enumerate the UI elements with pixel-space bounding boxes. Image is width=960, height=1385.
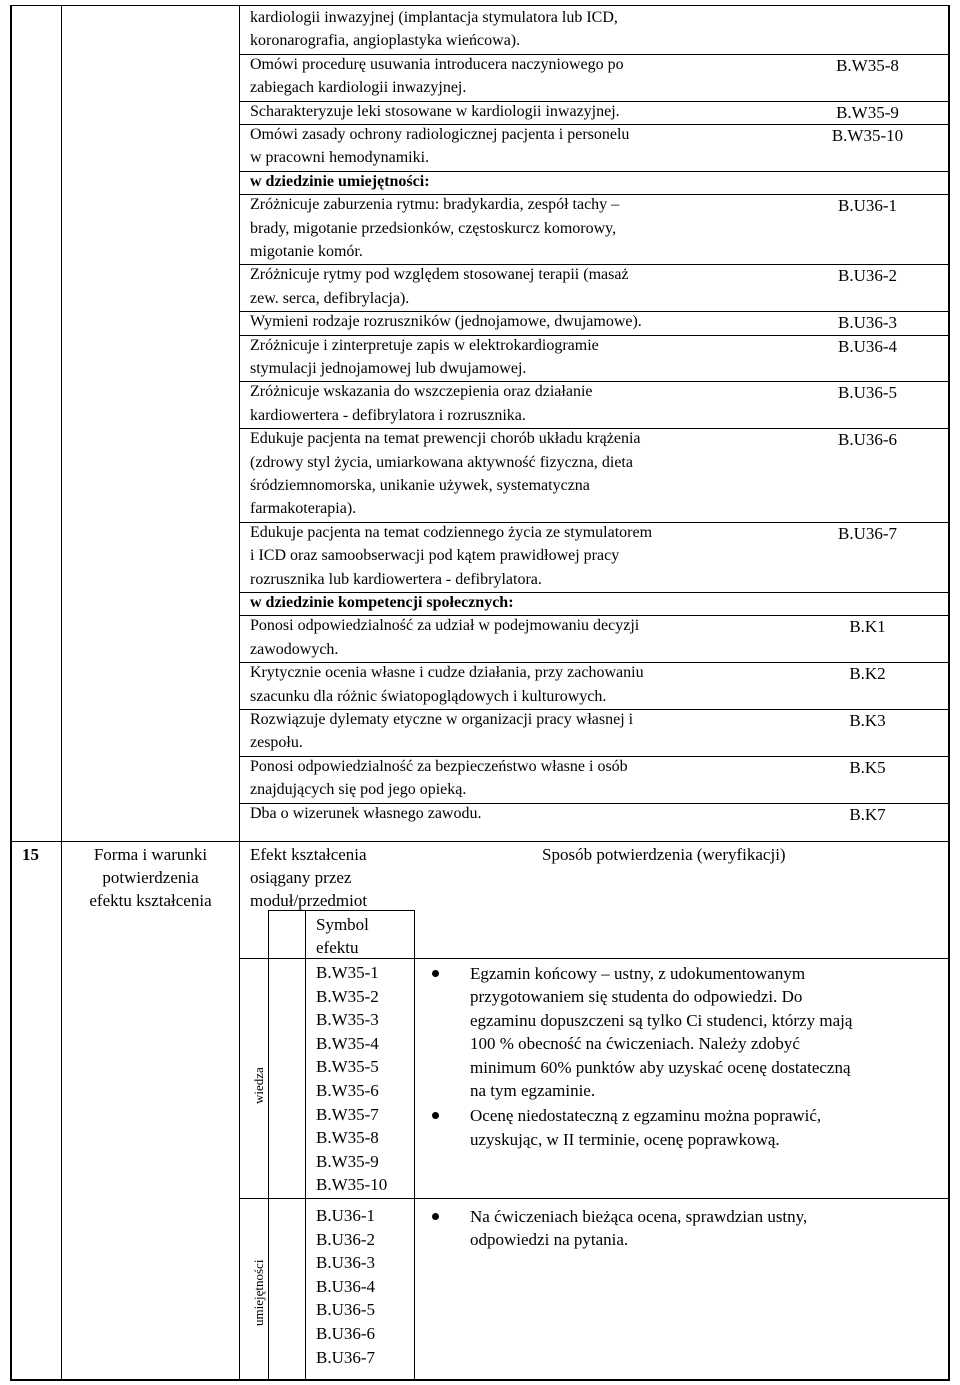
skills-code: B.U36-7 [316,1347,376,1367]
grid-line [240,1198,948,1199]
row-divider [239,592,948,593]
knowledge-method-line: minimum 60% punktów aby uzyskać ocenę dostateczną [470,1057,851,1077]
row-divider [239,522,948,523]
effect-header-line: moduł/przedmiot [250,891,368,910]
outcome-text-line: (zdrowy styl życia, umiarkowana aktywność fizyczna, dieta [250,453,633,471]
outcome-text-line: koronarografia, angioplastyka wieńcowa). [250,32,521,50]
knowledge-code: B.W35-4 [316,1033,379,1053]
outcome-text-line: Omówi zasady ochrony radiologicznej pacjenta i personelu [250,126,630,143]
outcome-text-line: Zróżnicuje wskazania do wszczepienia oraz działanie [250,383,593,401]
knowledge-method-line: egzaminu dopuszczeni są tylko Ci studenci, którzy mają [470,1010,853,1030]
row-divider [239,756,948,757]
outcome-text-line: zespołu. [250,734,303,752]
row-divider [239,194,948,195]
outcome-text-line: stymulacji jednojamowej lub dwujamowej. [250,360,527,377]
row-divider [239,171,948,172]
outcome-code: B.U36-2 [837,266,898,286]
grid-line [305,910,306,1379]
section-heading: w dziedzinie umiejętności: [250,172,430,190]
outcome-code: B.U36-4 [837,336,898,356]
skills-code: B.U36-4 [316,1276,376,1296]
outcome-text-line: Wymieni rodzaje rozruszników (jednojamowe, dwujamowe). [250,313,642,331]
bullet-icon [432,1213,439,1220]
row-divider [239,615,948,616]
outcome-code: B.K2 [849,664,886,684]
outcome-text-line: zew. serca, defibrylacja). [250,289,410,307]
skills-code: B.U36-3 [316,1253,376,1273]
outcome-code: B.U36-1 [837,196,898,216]
outcome-code: B.U36-7 [837,523,898,543]
knowledge-method-line: Egzamin końcowy – ustny, z udokumentowanym [470,964,806,983]
outcome-code: B.W35-10 [831,126,904,145]
outcome-text-line: Ponosi odpowiedzialność za bezpieczeństwo własne i osób [250,757,628,775]
knowledge-method-line: przygotowaniem się studenta do odpowiedzi. Do [470,987,803,1007]
knowledge-code: B.W35-10 [316,1175,388,1195]
knowledge-code: B.W35-3 [316,1010,379,1030]
row-divider [239,381,948,382]
outcome-code: B.U36-5 [837,383,898,403]
grid-line [414,910,415,1379]
row-divider [239,124,948,125]
outcome-text-line: Dba o wizerunek własnego zawodu. [250,804,482,822]
bullet-icon [432,970,439,977]
section-label-line: potwierdzenia [102,868,199,887]
outcome-text-line: Edukuje pacjenta na temat codziennego życia ze stymulatorem [250,523,653,541]
symbol-header-line: efektu [316,938,359,957]
skills-method-line: odpowiedzi na pytania. [470,1230,629,1250]
outcome-text-line: migotanie komór. [250,243,363,260]
outcome-text-line: zawodowych. [250,640,339,658]
outcome-text-line: kardiologii inwazyjnej (implantacja stymulatora lub ICD, [250,9,618,26]
outcome-code: B.W35-9 [836,102,899,122]
skills-code: B.U36-2 [316,1229,376,1249]
outcome-code: B.K1 [849,617,886,637]
knowledge-code: B.W35-2 [316,986,379,1006]
skills-code: B.U36-6 [316,1324,376,1343]
outcome-text-line: Zróżnicuje i zinterpretuje zapis w elektrokardiogramie [250,336,599,354]
knowledge-code: B.W35-6 [316,1081,379,1100]
row-divider [239,803,948,804]
outcome-text-line: i ICD oraz samoobserwacji pod kątem prawidłowej pracy [250,547,620,565]
knowledge-method-line: uzyskując, w II terminie, ocenę poprawkową. [470,1129,780,1149]
method-header: Sposób potwierdzenia (weryfikacji) [542,845,786,864]
outcome-text-line: rozrusznika lub kardiowertera - defibrylatora. [250,570,542,588]
outcome-text-line: Scharakteryzuje leki stosowane w kardiologii inwazyjnej. [250,102,620,120]
section-heading: w dziedzinie kompetencji społecznych: [250,594,514,611]
grid-line [239,841,240,1379]
knowledge-method-line: 100 % obecność na ćwiczeniach. Należy zdobyć [470,1034,800,1054]
section-label-line: Forma i warunki [93,845,208,864]
outcome-text-line: Zróżnicuje zaburzenia rytmu: bradykardia, zespół tachy – [250,196,620,214]
row-divider [239,709,948,710]
skills-method-line: Na ćwiczeniach bieżąca ocena, sprawdzian ustny, [470,1207,808,1226]
row-divider [239,264,948,265]
outcome-text-line: farmakoterapia). [250,500,357,518]
outcome-text-line: śródziemnomorska, unikanie używek, systematyczna [250,477,590,494]
outcome-code: B.U36-3 [837,313,898,333]
knowledge-code: B.W35-5 [316,1057,379,1077]
outcome-code: B.K7 [849,804,886,824]
bullet-icon [432,1112,439,1119]
outcome-text-line: Omówi procedurę usuwania introducera naczyniowego po [250,55,624,73]
row-divider [239,54,948,55]
outcome-code: B.K3 [849,711,886,730]
outcome-text-line: kardiowertera - defibrylatora i rozrusznika. [250,406,526,424]
row-divider [239,311,948,312]
outcome-text-line: brady, migotanie przedsionków, częstoskurcz komorowy, [250,219,617,237]
outcome-text-line: Edukuje pacjenta na temat prewencji chorób układu krążenia [250,430,641,448]
row-divider [239,428,948,429]
knowledge-code: B.W35-9 [316,1151,379,1171]
effect-header-line: osiągany przez [250,868,352,887]
knowledge-code: B.W35-1 [316,963,379,982]
outcome-text-line: znajdujących się pod jego opieką. [250,781,467,799]
knowledge-method-line: na tym egzaminie. [470,1081,596,1100]
knowledge-label: wiedza [251,1067,266,1104]
section-label-line: efektu kształcenia [89,891,212,910]
effect-header-line: Efekt kształcenia [250,845,367,864]
outcome-text-line: Rozwiązuje dylematy etyczne w organizacji pracy własnej i [250,711,634,728]
outcome-code: B.U36-6 [837,430,898,450]
row-divider [239,101,948,102]
outcome-text-line: zabiegach kardiologii inwazyjnej. [250,79,467,97]
symbol-header-line: Symbol [316,915,369,934]
skills-code: B.U36-1 [316,1206,376,1225]
knowledge-code: B.W35-7 [316,1104,379,1124]
row-divider [239,662,948,663]
row-divider [239,335,948,336]
skills-code: B.U36-5 [316,1300,376,1320]
grid-line [268,910,269,1379]
knowledge-code: B.W35-8 [316,1128,379,1148]
outcome-code: B.W35-8 [836,55,899,75]
outcome-text-line: w pracowni hemodynamiki. [250,149,430,167]
skills-label: umiejętności [251,1259,266,1326]
knowledge-method-line: Ocenę niedostateczną z egzaminu można poprawić, [470,1106,822,1126]
outcome-code: B.K5 [849,757,886,777]
outcome-text-line: Zróżnicuje rytmy pod względem stosowanej terapii (masaż [250,266,629,284]
outcome-text-line: szacunku dla różnic światopoglądowych i kulturowych. [250,687,607,705]
section-number: 15 [22,845,39,864]
outcome-text-line: Krytycznie ocenia własne i cudze działania, przy zachowaniu [250,664,644,682]
outcome-text-line: Ponosi odpowiedzialność za udział w podejmowaniu decyzji [250,617,640,635]
